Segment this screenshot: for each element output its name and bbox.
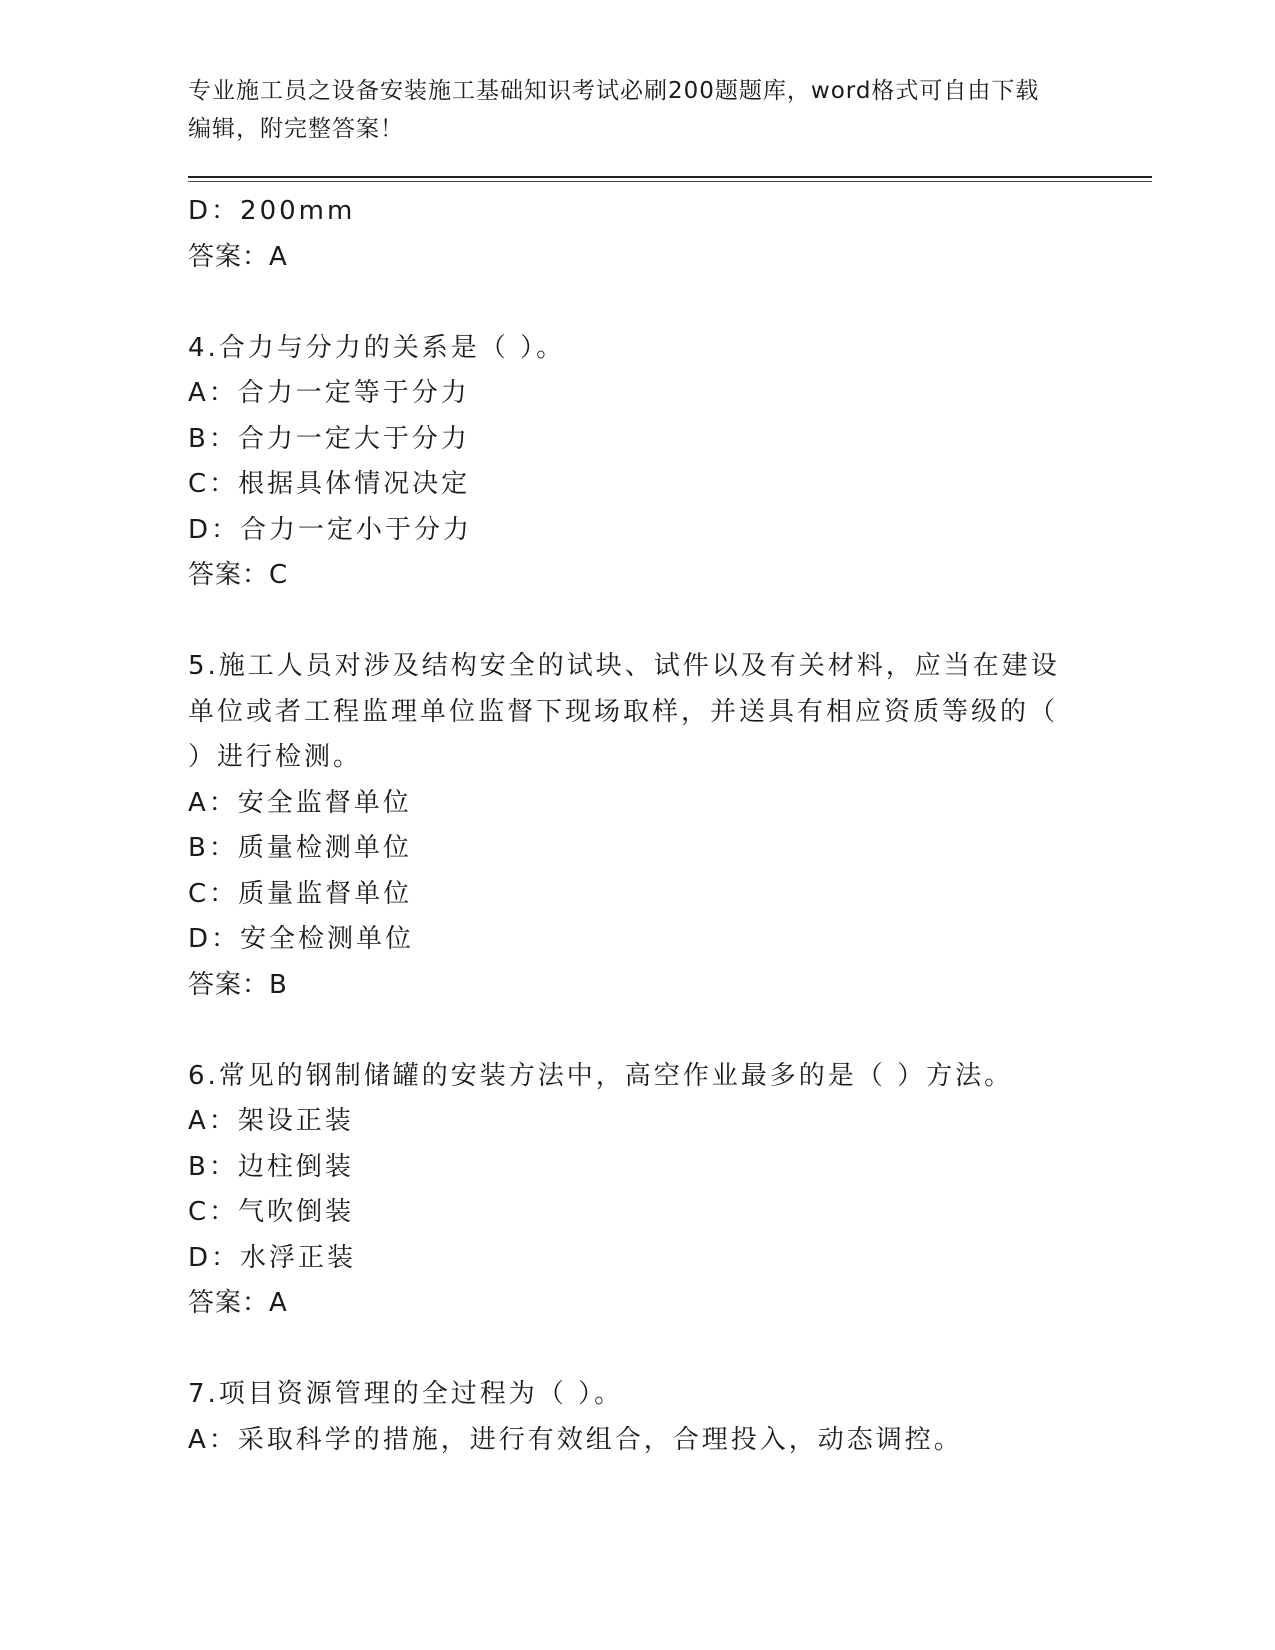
option-b: B：合力一定大于分力 bbox=[188, 423, 470, 454]
option-b: B：质量检测单位 bbox=[188, 833, 412, 863]
option-a: A：安全监督单位 bbox=[188, 787, 412, 818]
spacer bbox=[188, 280, 1068, 326]
question-content bbox=[188, 189, 1068, 1463]
question-text: 7.项目资源管理的全过程为（ ）。 bbox=[188, 1379, 624, 1409]
header-divider-thick bbox=[188, 176, 1152, 178]
question-text-line-2: 单位或者工程监理单位监督下现场取样，并送具有相应资质等级的（ bbox=[188, 696, 1059, 727]
option-b: B：边柱倒装 bbox=[188, 1151, 354, 1182]
answer: 答案：B bbox=[188, 969, 288, 1000]
question-7 bbox=[188, 1372, 1068, 1463]
option-d: D：水浮正装 bbox=[188, 1242, 357, 1273]
option-d: D：安全检测单位 bbox=[188, 924, 415, 954]
answer: 答案：A bbox=[188, 1288, 288, 1318]
answer: 答案：A bbox=[188, 241, 288, 272]
question-3-tail bbox=[188, 189, 1068, 280]
spacer bbox=[188, 599, 1068, 645]
document-header bbox=[188, 72, 1068, 148]
question-4 bbox=[188, 326, 1068, 599]
question-text: 4.合力与分力的关系是（ ）。 bbox=[188, 332, 566, 363]
option-d: D：合力一定小于分力 bbox=[188, 514, 473, 545]
option-a: A：合力一定等于分力 bbox=[188, 378, 470, 408]
header-line-1: 专业施工员之设备安装施工基础知识考试必刷200题题库，word格式可自由下载 bbox=[188, 78, 1040, 104]
header-line-2: 编辑，附完整答案！ bbox=[188, 116, 404, 142]
option-a: A：架设正装 bbox=[188, 1106, 354, 1136]
question-text-line-3: ）进行检测。 bbox=[188, 742, 363, 772]
spacer bbox=[188, 1008, 1068, 1054]
question-5 bbox=[188, 644, 1068, 1008]
option-c: C：质量监督单位 bbox=[188, 878, 413, 909]
question-text: 6.常见的钢制储罐的安装方法中，高空作业最多的是（ ）方法。 bbox=[188, 1060, 1014, 1091]
option-c: C：根据具体情况决定 bbox=[188, 469, 471, 499]
question-text-line-1: 5.施工人员对涉及结构安全的试块、试件以及有关材料，应当在建设 bbox=[188, 651, 1060, 681]
option-c: C：气吹倒装 bbox=[188, 1197, 355, 1227]
answer: 答案：C bbox=[188, 560, 289, 590]
header-divider-thin bbox=[188, 181, 1152, 182]
option-d: D：200mm bbox=[188, 196, 356, 226]
option-a: A：采取科学的措施，进行有效组合，合理投入，动态调控。 bbox=[188, 1424, 963, 1455]
spacer bbox=[188, 1327, 1068, 1373]
question-6 bbox=[188, 1054, 1068, 1327]
